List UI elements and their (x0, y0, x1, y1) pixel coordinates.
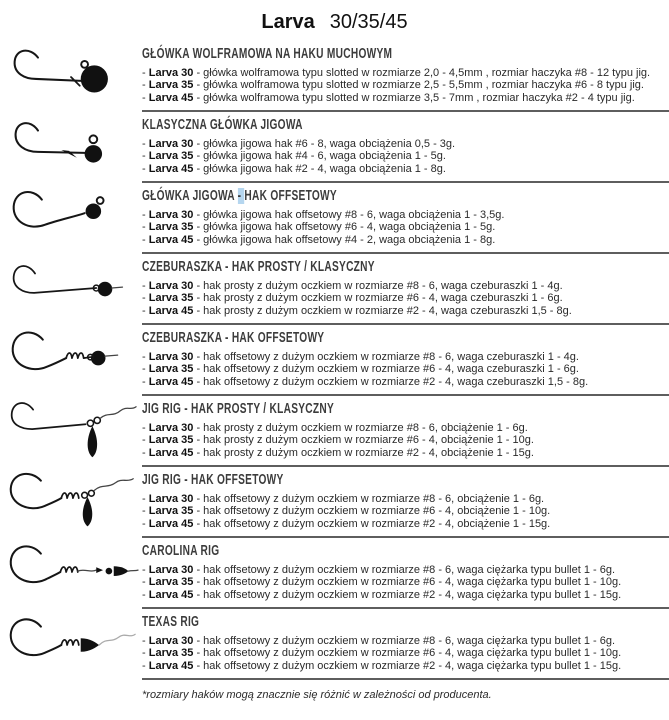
spec-desc: hak offsetowy z dużym oczkiem w rozmiarze #8 - 6, waga ciężarka typu bullet 1 - 6g. (203, 564, 616, 576)
spec-desc: główka wolframowa typu slotted w rozmiarze 2,5 - 5,5mm , rozmiar haczyka #6 - 8 typu jig. (203, 79, 644, 92)
spec-row: - Larva 30 - hak offsetowy z dużym oczkiem w rozmiarze #8 - 6, waga ciężarka typu bullet 1 - 6g. (142, 564, 616, 576)
spec-desc: hak offsetowy z dużym oczkiem w rozmiarze #6 - 4, waga ciężarka typu bullet 1 - 10g. (203, 576, 622, 589)
model-label: Larva 35 (148, 79, 194, 92)
model-label: Larva 35 (148, 221, 194, 234)
spec-desc: hak offsetowy z dużym oczkiem w rozmiarze #6 - 4, waga czeburaszki 1 - 6g. (203, 363, 579, 376)
model-label: Larva 35 (148, 363, 194, 376)
section-jig-rig-prosty (0, 396, 669, 467)
section-heading: CZEBURASZKA - HAK OFFSETOWY (142, 330, 325, 346)
section-heading: KLASYCZNA GŁÓWKA JIGOWA (142, 117, 303, 133)
spec-row: - Larva 30 - główka jigowa hak offsetowy #8 - 6, waga obciążenia 1 - 3,5g. (142, 209, 505, 221)
spec-desc: hak prosty z dużym oczkiem w rozmiarze #8 - 6, obciążenie 1 - 6g. (203, 422, 528, 434)
model-label: Larva 45 (148, 91, 194, 104)
spec-desc: główka jigowa hak offsetowy #8 - 6, waga obciążenia 1 - 3,5g. (203, 209, 505, 221)
spec-row: - Larva 35 - hak prosty z dużym oczkiem w rozmiarze #6 - 4, waga czeburaszki 1 - 6g. (142, 292, 563, 305)
model-label: Larva 35 (148, 292, 194, 305)
spec-row: - Larva 30 - hak prosty z dużym oczkiem w rozmiarze #8 - 6, obciążenie 1 - 6g. (142, 422, 528, 434)
spec-desc: hak offsetowy z dużym oczkiem w rozmiarze #8 - 6, waga czeburaszki 1 - 4g. (203, 351, 579, 363)
spec-row: - Larva 45 - hak offsetowy z dużym oczkiem w rozmiarze #2 - 4, waga czeburaszki 1,5 - 8g. (142, 375, 589, 388)
spec-desc: główka wolframowa typu slotted w rozmiarze 2,0 - 4,5mm , rozmiar haczyka #8 - 12 typu jig. (203, 67, 651, 79)
model-label: Larva 30 (148, 635, 194, 647)
spec-row: - Larva 30 - hak offsetowy z dużym oczkiem w rozmiarze #8 - 6, waga czeburaszki 1 - 4g. (142, 351, 579, 363)
footnote: *rozmiary haków mogą znacznie się różnić w zależności od producenta. (142, 689, 492, 701)
model-label: Larva 35 (148, 150, 194, 163)
spec-desc: hak offsetowy z dużym oczkiem w rozmiarze #2 - 4, waga czeburaszki 1,5 - 8g. (203, 375, 589, 388)
spec-row: - Larva 45 - główka wolframowa typu slotted w rozmiarze 3,5 - 7mm , rozmiar haczyka #2 - 4 typu jig. (142, 91, 635, 104)
spec-desc: główka wolframowa typu slotted w rozmiarze 3,5 - 7mm , rozmiar haczyka #2 - 4 typu jig. (203, 91, 635, 104)
page-title (0, 0, 669, 41)
section-texas-rig (0, 609, 669, 680)
section-heading: JIG RIG - HAK PROSTY / KLASYCZNY (142, 401, 335, 417)
spec-row: - Larva 35 - główka jigowa hak offsetowy #6 - 4, waga obciążenia 1 - 5g. (142, 221, 496, 234)
spec-row: - Larva 45 - hak offsetowy z dużym oczkiem w rozmiarze #2 - 4, obciążenie 1 - 15g. (142, 517, 551, 530)
model-label: Larva 30 (148, 209, 194, 221)
spec-row: - Larva 35 - hak offsetowy z dużym oczkiem w rozmiarze #6 - 4, obciążenie 1 - 10g. (142, 505, 551, 518)
model-label: Larva 45 (148, 233, 194, 246)
section-carolina-rig (0, 538, 669, 609)
model-sizes: 30/35/45 (329, 11, 408, 33)
spec-row: - Larva 30 - główka jigowa hak #6 - 8, waga obciążenia 0,5 - 3g. (142, 138, 456, 150)
model-label: Larva 45 (148, 375, 194, 388)
spec-row: - Larva 45 - hak prosty z dużym oczkiem w rozmiarze #2 - 4, obciążenie 1 - 15g. (142, 446, 534, 459)
model-label: Larva 45 (148, 588, 194, 601)
model-label: Larva 35 (148, 434, 194, 447)
model-label: Larva 30 (148, 280, 194, 292)
spec-row: - Larva 30 - hak offsetowy z dużym oczkiem w rozmiarze #8 - 6, waga ciężarka typu bullet 1 - 6g. (142, 635, 616, 647)
spec-row: - Larva 45 - główka jigowa hak #2 - 4, waga obciążenia 1 - 8g. (142, 162, 446, 175)
spec-desc: hak prosty z dużym oczkiem w rozmiarze #2 - 4, obciążenie 1 - 15g. (203, 446, 534, 459)
model-label: Larva 45 (148, 446, 194, 459)
model-label: Larva 30 (148, 564, 194, 576)
texas-rig-icon (0, 609, 142, 680)
spec-desc: główka jigowa hak offsetowy #6 - 4, waga obciążenia 1 - 5g. (203, 221, 496, 234)
spec-desc: hak offsetowy z dużym oczkiem w rozmiarze #2 - 4, waga ciężarka typu bullet 1 - 15g. (203, 659, 622, 672)
model-label: Larva 35 (148, 576, 194, 589)
section-czeburaszka-offset (0, 325, 669, 396)
model-label: Larva 35 (148, 647, 194, 660)
cheburashka-straight-hook-icon (0, 254, 142, 325)
spec-row: - Larva 45 - hak offsetowy z dużym oczkiem w rozmiarze #2 - 4, waga ciężarka typu bullet 1 - 15g. (142, 659, 622, 672)
spec-desc: hak prosty z dużym oczkiem w rozmiarze #2 - 4, waga czeburaszki 1,5 - 8g. (203, 304, 572, 317)
model-label: Larva 45 (148, 304, 194, 317)
spec-row: - Larva 45 - główka jigowa hak offsetowy #4 - 2, waga obciążenia 1 - 8g. (142, 233, 496, 246)
section-heading: GŁÓWKA JIGOWA - HAK OFFSETOWY (142, 188, 337, 204)
spec-desc: główka jigowa hak #6 - 8, waga obciążenia 0,5 - 3g. (203, 138, 456, 150)
spec-row: - Larva 35 - główka wolframowa typu slotted w rozmiarze 2,5 - 5,5mm , rozmiar haczyka #6 - 8 typu jig. (142, 79, 644, 92)
section-heading: GŁÓWKA WOLFRAMOWA NA HAKU MUCHOWYM (142, 46, 393, 62)
model-label: Larva 30 (148, 67, 194, 79)
jig-head-offset-hook-icon (0, 183, 142, 254)
spec-row: - Larva 30 - hak offsetowy z dużym oczkiem w rozmiarze #8 - 6, obciążenie 1 - 6g. (142, 493, 545, 505)
model-label: Larva 30 (148, 351, 194, 363)
spec-row: - Larva 45 - hak prosty z dużym oczkiem w rozmiarze #2 - 4, waga czeburaszki 1,5 - 8g. (142, 304, 572, 317)
spec-row: - Larva 35 - główka jigowa hak #4 - 6, waga obciążenia 1 - 5g. (142, 150, 446, 163)
spec-row: - Larva 45 - hak offsetowy z dużym oczkiem w rozmiarze #2 - 4, waga ciężarka typu bullet 1 - 15g. (142, 588, 622, 601)
spec-desc: hak offsetowy z dużym oczkiem w rozmiarze #8 - 6, waga ciężarka typu bullet 1 - 6g. (203, 635, 616, 647)
section-glowka-jigowa-offset (0, 183, 669, 254)
spec-row: - Larva 35 - hak prosty z dużym oczkiem w rozmiarze #6 - 4, obciążenie 1 - 10g. (142, 434, 534, 447)
jig-rig-straight-hook-icon (0, 396, 142, 467)
spec-row: - Larva 35 - hak offsetowy z dużym oczkiem w rozmiarze #6 - 4, waga czeburaszki 1 - 6g. (142, 363, 579, 376)
selection-highlight: - (237, 188, 245, 204)
spec-row: - Larva 30 - hak prosty z dużym oczkiem w rozmiarze #8 - 6, waga czeburaszki 1 - 4g. (142, 280, 563, 292)
brand-name: Larva (261, 11, 315, 33)
section-jig-rig-offset (0, 467, 669, 538)
spec-desc: hak prosty z dużym oczkiem w rozmiarze #8 - 6, waga czeburaszki 1 - 4g. (203, 280, 563, 292)
model-label: Larva 45 (148, 659, 194, 672)
section-klasyczna-glowka (0, 112, 669, 183)
model-label: Larva 30 (148, 493, 194, 505)
spec-desc: główka jigowa hak #2 - 4, waga obciążenia 1 - 8g. (203, 162, 446, 175)
spec-desc: hak offsetowy z dużym oczkiem w rozmiarze #6 - 4, obciążenie 1 - 10g. (203, 505, 551, 518)
model-label: Larva 45 (148, 517, 194, 530)
jig-rig-offset-hook-icon (0, 467, 142, 538)
model-label: Larva 35 (148, 505, 194, 518)
tungsten-fly-hook-head-icon (0, 41, 142, 112)
spec-row: - Larva 30 - główka wolframowa typu slotted w rozmiarze 2,0 - 4,5mm , rozmiar haczyka #8 - 12 typu jig. (142, 67, 651, 79)
classic-jig-head-icon (0, 112, 142, 183)
spec-row: - Larva 35 - hak offsetowy z dużym oczkiem w rozmiarze #6 - 4, waga ciężarka typu bullet 1 - 10g. (142, 647, 622, 660)
spec-desc: hak offsetowy z dużym oczkiem w rozmiarze #2 - 4, obciążenie 1 - 15g. (203, 517, 551, 530)
spec-row: - Larva 35 - hak offsetowy z dużym oczkiem w rozmiarze #6 - 4, waga ciężarka typu bullet 1 - 10g. (142, 576, 622, 589)
carolina-rig-icon (0, 538, 142, 609)
spec-desc: hak offsetowy z dużym oczkiem w rozmiarze #8 - 6, obciążenie 1 - 6g. (203, 493, 545, 505)
spec-desc: główka jigowa hak #4 - 6, waga obciążenia 1 - 5g. (203, 150, 446, 163)
section-heading: JIG RIG - HAK OFFSETOWY (142, 472, 284, 488)
spec-desc: hak prosty z dużym oczkiem w rozmiarze #6 - 4, obciążenie 1 - 10g. (203, 434, 534, 447)
cheburashka-offset-hook-icon (0, 325, 142, 396)
section-glowka-wolframowa (0, 41, 669, 112)
spec-desc: hak offsetowy z dużym oczkiem w rozmiarze #6 - 4, waga ciężarka typu bullet 1 - 10g. (203, 647, 622, 660)
spec-desc: hak prosty z dużym oczkiem w rozmiarze #6 - 4, waga czeburaszki 1 - 6g. (203, 292, 563, 305)
section-heading: CAROLINA RIG (142, 543, 220, 559)
model-label: Larva 30 (148, 422, 194, 434)
spec-desc: hak offsetowy z dużym oczkiem w rozmiarze #2 - 4, waga ciężarka typu bullet 1 - 15g. (203, 588, 622, 601)
section-heading: CZEBURASZKA - HAK PROSTY / KLASYCZNY (142, 259, 375, 275)
model-label: Larva 30 (148, 138, 194, 150)
model-label: Larva 45 (148, 162, 194, 175)
section-czeburaszka-prosty (0, 254, 669, 325)
section-heading: TEXAS RIG (142, 614, 200, 630)
spec-desc: główka jigowa hak offsetowy #4 - 2, waga obciążenia 1 - 8g. (203, 233, 496, 246)
